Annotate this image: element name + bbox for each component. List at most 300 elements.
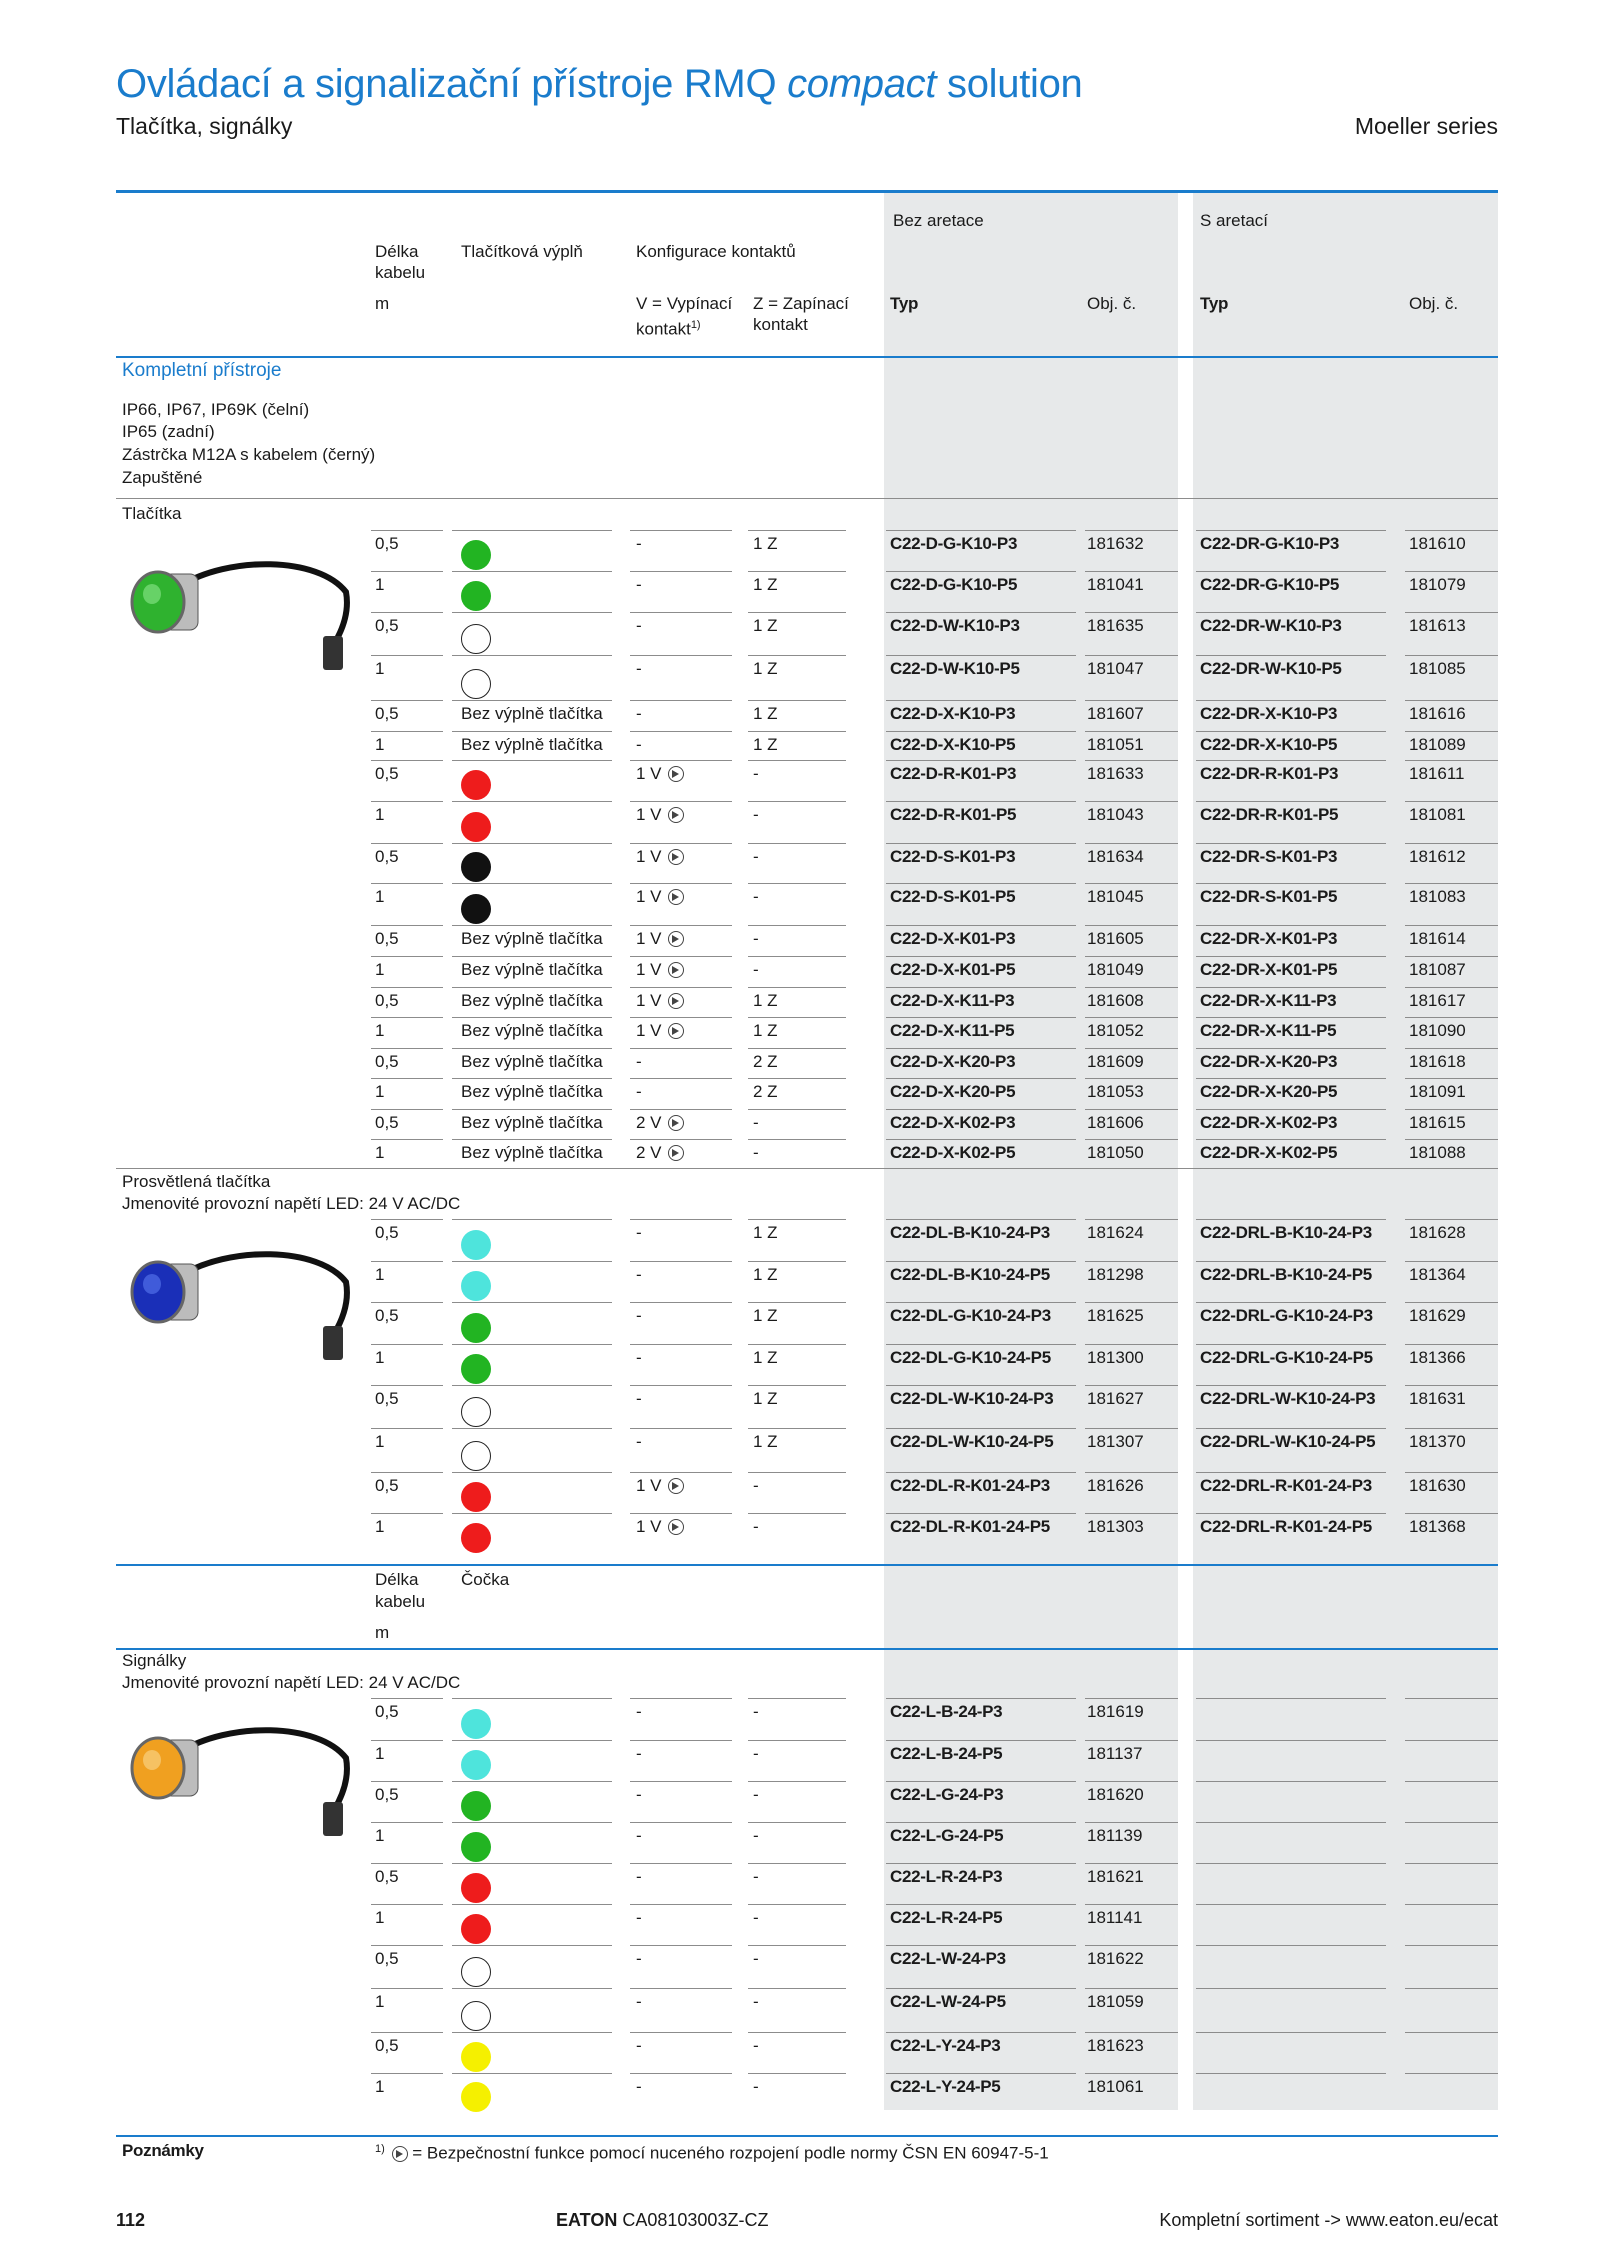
type-code: C22-DL-B-K10-24-P3 <box>890 1223 1050 1242</box>
cell-rule <box>1085 1988 1178 1989</box>
cell-rule <box>1405 571 1498 572</box>
no-contact-cell: - <box>753 1867 759 1886</box>
nc-contact-cell: - <box>636 1432 642 1451</box>
cell-rule <box>1196 655 1386 656</box>
cable-length-cell: 0,5 <box>375 1223 399 1242</box>
order-number-latch: 181368 <box>1409 1517 1466 1536</box>
type-code: C22-D-S-K01-P5 <box>890 887 1016 906</box>
header-latch: S aretací <box>1200 211 1269 230</box>
cell-rule <box>886 987 1076 988</box>
cable-length-cell: 1 <box>375 1082 385 1101</box>
cell-rule <box>371 925 443 926</box>
order-number-latch: 181081 <box>1409 805 1466 824</box>
cell-rule <box>748 1781 846 1782</box>
cell-rule <box>371 1219 443 1220</box>
cell-rule <box>1405 1904 1498 1905</box>
cell-rule <box>1085 1302 1178 1303</box>
cell-rule <box>452 1822 612 1823</box>
cell-rule <box>886 1513 1076 1514</box>
cell-rule <box>1085 1822 1178 1823</box>
cell-rule <box>748 1863 846 1864</box>
illuminated-button-product-image <box>118 1224 358 1374</box>
group-voltage-illuminated: Jmenovité provozní napětí LED: 24 V AC/DC <box>122 1194 461 1213</box>
order-number-latch: 181630 <box>1409 1476 1466 1495</box>
cell-rule <box>1085 2032 1178 2033</box>
cell-rule <box>630 1822 732 1823</box>
type-code: C22-L-Y-24-P3 <box>890 2036 1001 2055</box>
cable-length-cell: 0,5 <box>375 929 399 948</box>
no-contact-cell: 1 Z <box>753 616 778 635</box>
type-code: C22-L-R-24-P3 <box>890 1867 1003 1886</box>
cell-rule <box>1196 1472 1386 1473</box>
cell-rule <box>886 1109 1076 1110</box>
group-rule <box>116 1168 1498 1169</box>
cell-rule <box>1085 987 1178 988</box>
order-number: 181047 <box>1087 659 1144 678</box>
cell-rule <box>886 1863 1076 1864</box>
order-number-latch: 181091 <box>1409 1082 1466 1101</box>
order-number-latch: 181628 <box>1409 1223 1466 1242</box>
order-number-latch: 181629 <box>1409 1306 1466 1325</box>
cell-rule <box>371 1945 443 1946</box>
cable-length-cell: 1 <box>375 1517 385 1536</box>
cell-rule <box>748 700 846 701</box>
header-type: Typ <box>890 294 919 313</box>
cell-rule <box>1085 801 1178 802</box>
cell-rule <box>630 1344 732 1345</box>
button-fill-cell: Bez výplně tlačítka <box>461 1021 603 1040</box>
cell-rule <box>1405 956 1498 957</box>
cell-rule <box>452 1513 612 1514</box>
type-code-latch: C22-DR-X-K11-P3 <box>1200 991 1337 1010</box>
cell-rule <box>452 1945 612 1946</box>
type-code-latch: C22-DR-X-K10-P5 <box>1200 735 1338 754</box>
series-label: Moeller series <box>1354 113 1498 139</box>
cell-rule <box>1085 1781 1178 1782</box>
button-fill-cell: Bez výplně tlačítka <box>461 991 603 1010</box>
cell-rule <box>1085 883 1178 884</box>
cell-rule <box>1196 571 1386 572</box>
cable-length-cell: 1 <box>375 1992 385 2011</box>
cell-rule <box>1085 925 1178 926</box>
cell-rule <box>1085 1261 1178 1262</box>
cell-rule <box>886 1472 1076 1473</box>
cell-rule <box>452 1078 612 1079</box>
cell-rule <box>1405 1781 1498 1782</box>
no-contact-cell: - <box>753 1517 759 1536</box>
cell-rule <box>1405 700 1498 701</box>
cable-length-cell: 1 <box>375 1348 385 1367</box>
nc-contact-cell: - <box>636 1082 642 1101</box>
type-code-latch: C22-DR-X-K10-P3 <box>1200 704 1338 723</box>
cell-rule <box>886 1945 1076 1946</box>
type-code-latch: C22-DR-X-K20-P5 <box>1200 1082 1338 1101</box>
cell-rule <box>630 700 732 701</box>
order-number: 181050 <box>1087 1143 1144 1162</box>
nc-contact-cell: - <box>636 659 642 678</box>
nc-contact-cell: 1 V <box>636 991 684 1011</box>
order-number: 181621 <box>1087 1867 1144 1886</box>
button-fill-cell: Bez výplně tlačítka <box>461 735 603 754</box>
indicator-lamp-product-image <box>118 1700 358 1850</box>
cell-rule <box>630 1302 732 1303</box>
cell-rule <box>1405 1017 1498 1018</box>
color-swatch-white <box>461 2001 491 2031</box>
no-contact-cell: 1 Z <box>753 1389 778 1408</box>
color-swatch-white <box>461 1441 491 1471</box>
no-contact-cell: 1 Z <box>753 659 778 678</box>
cell-rule <box>1405 1822 1498 1823</box>
order-number-latch: 181366 <box>1409 1348 1466 1367</box>
cell-rule <box>371 1139 443 1140</box>
color-swatch-white <box>461 1957 491 1987</box>
color-swatch-red <box>461 1914 491 1944</box>
cell-rule <box>1085 1472 1178 1473</box>
color-swatch-cyan <box>461 1709 491 1739</box>
nc-contact-cell: - <box>636 1702 642 1721</box>
type-code: C22-L-Y-24-P5 <box>890 2077 1001 2096</box>
cell-rule <box>1196 1988 1386 1989</box>
cell-rule <box>630 1904 732 1905</box>
order-number-latch: 181617 <box>1409 991 1466 1010</box>
cable-length-cell: 0,5 <box>375 991 399 1010</box>
nc-contact-cell: - <box>636 1306 642 1325</box>
nc-contact-cell: - <box>636 1052 642 1071</box>
lamp-header-cable-length: Délka <box>375 1570 419 1589</box>
color-swatch-green <box>461 1354 491 1384</box>
order-number: 181052 <box>1087 1021 1144 1040</box>
cable-length-cell: 1 <box>375 1432 385 1451</box>
cell-rule <box>1196 1428 1386 1429</box>
order-number: 181053 <box>1087 1082 1144 1101</box>
cell-rule <box>1405 1513 1498 1514</box>
cell-rule <box>630 2032 732 2033</box>
color-swatch-red <box>461 1523 491 1553</box>
type-code: C22-D-R-K01-P3 <box>890 764 1017 783</box>
button-fill-cell: Bez výplně tlačítka <box>461 1082 603 1101</box>
cell-rule <box>748 925 846 926</box>
cell-rule <box>748 987 846 988</box>
cell-rule <box>1405 1109 1498 1110</box>
type-code: C22-D-G-K10-P3 <box>890 534 1018 553</box>
cell-rule <box>371 1109 443 1110</box>
nc-contact-cell: - <box>636 704 642 723</box>
cell-rule <box>886 2032 1076 2033</box>
cell-rule <box>1196 1904 1386 1905</box>
cable-length-cell: 1 <box>375 1021 385 1040</box>
no-contact-cell: 1 Z <box>753 991 778 1010</box>
cell-rule <box>452 571 612 572</box>
cell-rule <box>452 655 612 656</box>
cell-rule <box>886 760 1076 761</box>
cell-rule <box>371 801 443 802</box>
cell-rule <box>630 571 732 572</box>
cell-rule <box>1405 1219 1498 1220</box>
cell-rule <box>1085 760 1178 761</box>
spec-line: IP66, IP67, IP69K (čelní) <box>122 400 310 419</box>
cell-rule <box>630 1698 732 1699</box>
color-swatch-red <box>461 1482 491 1512</box>
cell-rule <box>748 1698 846 1699</box>
cell-rule <box>630 1513 732 1514</box>
cable-length-cell: 1 <box>375 2077 385 2096</box>
color-swatch-cyan <box>461 1271 491 1301</box>
no-contact-cell: 1 Z <box>753 1432 778 1451</box>
cell-rule <box>1196 2073 1386 2074</box>
cell-rule <box>1085 843 1178 844</box>
cable-length-cell: 1 <box>375 1143 385 1162</box>
cell-rule <box>886 801 1076 802</box>
type-code: C22-L-G-24-P5 <box>890 1826 1004 1845</box>
order-number-latch: 181090 <box>1409 1021 1466 1040</box>
order-number-latch: 181612 <box>1409 847 1466 866</box>
cell-rule <box>886 1904 1076 1905</box>
cell-rule <box>452 2073 612 2074</box>
cell-rule <box>452 1048 612 1049</box>
notes-rule <box>116 2135 1498 2137</box>
color-swatch-green <box>461 540 491 570</box>
order-number: 181051 <box>1087 735 1144 754</box>
cable-length-cell: 0,5 <box>375 1867 399 1886</box>
pushbutton-product-image <box>118 536 358 686</box>
cell-rule <box>371 956 443 957</box>
header-order-no-latch: Obj. č. <box>1409 294 1459 313</box>
header-no: Z = Zapínací <box>753 294 849 313</box>
cell-rule <box>371 731 443 732</box>
cable-length-cell: 1 <box>375 575 385 594</box>
cell-rule <box>886 1740 1076 1741</box>
cell-rule <box>452 1740 612 1741</box>
group-label-illuminated: Prosvětlená tlačítka <box>122 1172 271 1191</box>
cell-rule <box>886 1781 1076 1782</box>
type-code: C22-L-B-24-P5 <box>890 1744 1003 1763</box>
type-code: C22-DL-B-K10-24-P5 <box>890 1265 1050 1284</box>
type-code: C22-D-X-K20-P5 <box>890 1082 1016 1101</box>
cell-rule <box>371 1513 443 1514</box>
cable-length-cell: 0,5 <box>375 2036 399 2055</box>
cell-rule <box>1196 700 1386 701</box>
cell-rule <box>1196 1698 1386 1699</box>
order-number-latch: 181088 <box>1409 1143 1466 1162</box>
page-title: Ovládací a signalizační přístroje RMQ compact solution <box>116 62 1083 106</box>
cell-rule <box>1085 1344 1178 1345</box>
cell-rule <box>371 1904 443 1905</box>
order-number: 181627 <box>1087 1389 1144 1408</box>
group-label-lamps: Signálky <box>122 1651 187 1670</box>
type-code: C22-D-G-K10-P5 <box>890 575 1018 594</box>
button-fill-cell: Bez výplně tlačítka <box>461 1143 603 1162</box>
cell-rule <box>1196 2032 1386 2033</box>
order-number: 181049 <box>1087 960 1144 979</box>
cell-rule <box>1405 2073 1498 2074</box>
order-number: 181619 <box>1087 1702 1144 1721</box>
cell-rule <box>371 1344 443 1345</box>
cell-rule <box>452 956 612 957</box>
cell-rule <box>630 1078 732 1079</box>
cell-rule <box>371 843 443 844</box>
cell-rule <box>748 1109 846 1110</box>
nc-contact-cell: 1 V <box>636 1517 684 1537</box>
cell-rule <box>452 760 612 761</box>
nc-contact-cell: - <box>636 735 642 754</box>
cell-rule <box>452 1988 612 1989</box>
safety-icon <box>668 1145 684 1161</box>
cable-length-cell: 1 <box>375 1744 385 1763</box>
cable-length-cell: 0,5 <box>375 847 399 866</box>
cell-rule <box>452 1261 612 1262</box>
nc-contact-cell: 1 V <box>636 887 684 907</box>
nc-contact-cell: 1 V <box>636 1476 684 1496</box>
button-fill-cell: Bez výplně tlačítka <box>461 1052 603 1071</box>
cell-rule <box>748 655 846 656</box>
cell-rule <box>630 760 732 761</box>
no-contact-cell: - <box>753 1785 759 1804</box>
color-swatch-red <box>461 770 491 800</box>
lamp-header-rule-top <box>116 1564 1498 1566</box>
cell-rule <box>748 2032 846 2033</box>
spec-line: Zástrčka M12A s kabelem (černý) <box>122 445 376 464</box>
no-contact-cell: - <box>753 1744 759 1763</box>
cell-rule <box>1085 1385 1178 1386</box>
cell-rule <box>1405 883 1498 884</box>
cable-length-cell: 1 <box>375 960 385 979</box>
header-no-2: kontakt <box>753 315 808 334</box>
cell-rule <box>886 883 1076 884</box>
no-contact-cell: - <box>753 1826 759 1845</box>
footer-link[interactable]: Kompletní sortiment -> www.eaton.eu/ecat <box>1159 2210 1498 2230</box>
cell-rule <box>630 1428 732 1429</box>
cable-length-cell: 0,5 <box>375 534 399 553</box>
type-code: C22-D-X-K10-P3 <box>890 704 1016 723</box>
cell-rule <box>748 760 846 761</box>
no-contact-cell: - <box>753 2036 759 2055</box>
cell-rule <box>748 571 846 572</box>
no-contact-cell: - <box>753 887 759 906</box>
page-subtitle: Tlačítka, signálky <box>116 113 293 139</box>
cable-length-cell: 0,5 <box>375 1052 399 1071</box>
order-number-latch: 181085 <box>1409 659 1466 678</box>
type-code-latch: C22-DRL-B-K10-24-P3 <box>1200 1223 1372 1242</box>
order-number-latch: 181611 <box>1409 764 1465 783</box>
type-code-latch: C22-DR-X-K01-P5 <box>1200 960 1338 979</box>
cell-rule <box>748 530 846 531</box>
no-contact-cell: - <box>753 805 759 824</box>
order-number: 181608 <box>1087 991 1144 1010</box>
order-number: 181137 <box>1087 1744 1143 1763</box>
cell-rule <box>886 1428 1076 1429</box>
cell-rule <box>1405 760 1498 761</box>
cell-rule <box>748 1017 846 1018</box>
lamp-header-lens: Čočka <box>461 1570 510 1589</box>
cell-rule <box>1405 1048 1498 1049</box>
cell-rule <box>886 956 1076 957</box>
cell-rule <box>1405 612 1498 613</box>
cell-rule <box>1085 655 1178 656</box>
cell-rule <box>1085 700 1178 701</box>
spec-line: IP65 (zadní) <box>122 422 215 441</box>
type-code-latch: C22-DR-X-K11-P5 <box>1200 1021 1337 1040</box>
color-swatch-white <box>461 1397 491 1427</box>
cell-rule <box>1196 843 1386 844</box>
cell-rule <box>748 1385 846 1386</box>
order-number: 181622 <box>1087 1949 1144 1968</box>
cell-rule <box>748 1261 846 1262</box>
cell-rule <box>886 1219 1076 1220</box>
cell-rule <box>886 925 1076 926</box>
color-swatch-green <box>461 1791 491 1821</box>
section-title: Kompletní přístroje <box>122 360 282 381</box>
cell-rule <box>748 843 846 844</box>
cell-rule <box>371 1781 443 1782</box>
no-contact-cell: 1 Z <box>753 1021 778 1040</box>
nc-contact-cell: - <box>636 2077 642 2096</box>
order-number-latch: 181615 <box>1409 1113 1466 1132</box>
cell-rule <box>1405 1740 1498 1741</box>
order-number-latch: 181613 <box>1409 616 1466 635</box>
cell-rule <box>1196 987 1386 988</box>
type-code: C22-DL-W-K10-24-P5 <box>890 1432 1054 1451</box>
cell-rule <box>886 1017 1076 1018</box>
cell-rule <box>1196 956 1386 957</box>
cell-rule <box>748 1740 846 1741</box>
cell-rule <box>1196 1945 1386 1946</box>
cell-rule <box>1085 1109 1178 1110</box>
cable-length-cell: 1 <box>375 659 385 678</box>
cell-rule <box>1196 883 1386 884</box>
cell-rule <box>452 801 612 802</box>
cell-rule <box>886 1822 1076 1823</box>
cell-rule <box>630 2073 732 2074</box>
color-swatch-green <box>461 1832 491 1862</box>
lamp-header-rule <box>116 1648 1498 1650</box>
cell-rule <box>452 1344 612 1345</box>
cell-rule <box>1196 1078 1386 1079</box>
color-swatch-green <box>461 1313 491 1343</box>
cell-rule <box>1085 1945 1178 1946</box>
cell-rule <box>371 1048 443 1049</box>
type-code-latch: C22-DRL-G-K10-24-P5 <box>1200 1348 1373 1367</box>
header-nc-2: kontakt$^{1)}$ <box>636 319 701 339</box>
cell-rule <box>1405 1945 1498 1946</box>
header-cable-length-2: kabelu <box>375 263 426 282</box>
type-code: C22-D-W-K10-P3 <box>890 616 1020 635</box>
order-number-latch: 181370 <box>1409 1432 1466 1451</box>
cell-rule <box>748 883 846 884</box>
no-contact-cell: - <box>753 2077 759 2096</box>
cell-rule <box>1405 1428 1498 1429</box>
type-code: C22-D-X-K20-P3 <box>890 1052 1016 1071</box>
order-number: 181045 <box>1087 887 1144 906</box>
cell-rule <box>630 1945 732 1946</box>
order-number-latch: 181087 <box>1409 960 1466 979</box>
nc-contact-cell: - <box>636 1867 642 1886</box>
cell-rule <box>452 1781 612 1782</box>
group-label-buttons: Tlačítka <box>122 504 182 523</box>
cell-rule <box>748 1988 846 1989</box>
cell-rule <box>630 801 732 802</box>
type-code: C22-DL-W-K10-24-P3 <box>890 1389 1054 1408</box>
cell-rule <box>1196 1822 1386 1823</box>
cell-rule <box>1405 1139 1498 1140</box>
cell-rule <box>1196 1109 1386 1110</box>
cable-length-cell: 1 <box>375 1265 385 1284</box>
order-number-latch: 181610 <box>1409 534 1466 553</box>
cell-rule <box>371 1988 443 1989</box>
order-number: 181606 <box>1087 1113 1144 1132</box>
nc-contact-cell: - <box>636 1348 642 1367</box>
color-swatch-white <box>461 669 491 699</box>
safety-icon <box>668 1115 684 1131</box>
